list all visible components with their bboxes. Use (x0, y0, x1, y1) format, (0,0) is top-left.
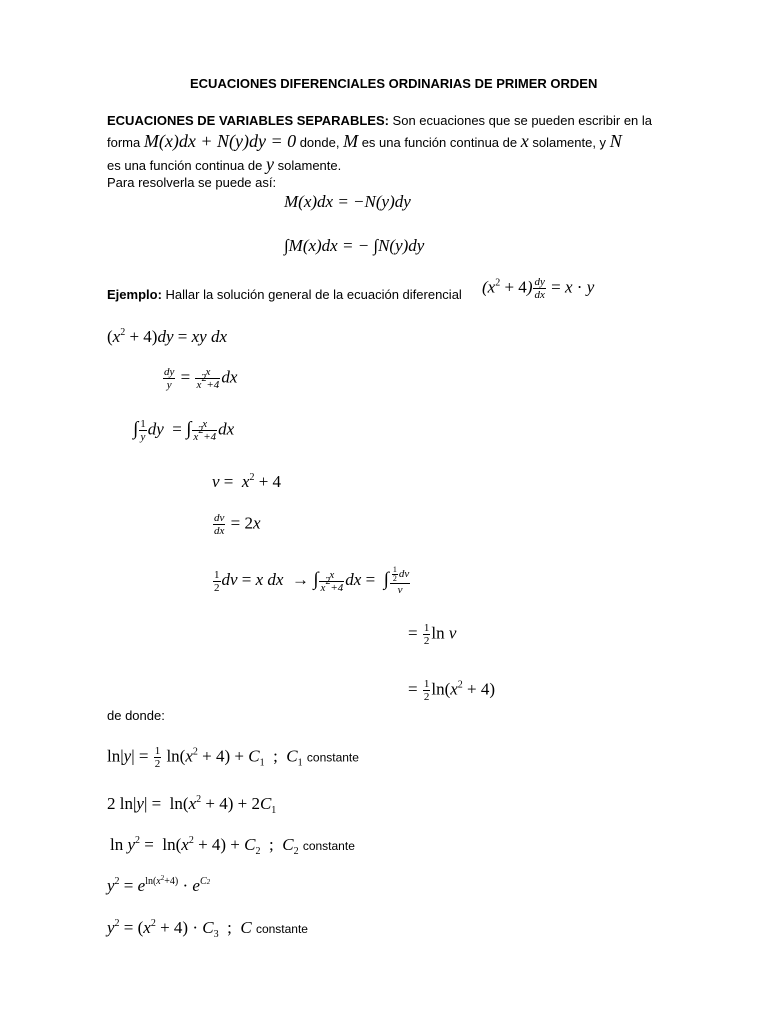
example-label: Ejemplo: (107, 287, 162, 302)
intro-line-4: Para resolverla se puede así: (107, 175, 277, 190)
step-equation-2: ∫M(x)dx = − ∫N(y)dy (284, 236, 425, 255)
constant-label-2: constante (302, 839, 355, 853)
intro-line-1 (107, 113, 652, 129)
equation-1: $(x^2 + 4)dy$ = xy dx (107, 327, 227, 346)
example-text: Hallar la solución general de la ecuación diferencial (161, 287, 462, 302)
equation-4: $v = x^2 + 4$ (212, 472, 282, 491)
example-equation: $(x^2 + 4)$ $\frac{dy}{dx}$ = x · y (482, 276, 595, 301)
word-donde: donde, (296, 135, 340, 150)
equation-7: = $\frac{1}{2}$ ln v (408, 622, 457, 647)
page-title: ECUACIONES DIFERENCIALES ORDINARIAS DE PRIMER ORDEN (190, 76, 598, 91)
main-equation: M(x)dx + N(y)dy = 0 (143, 131, 297, 151)
text-continua: es una función continua de (358, 135, 518, 150)
constant-label-3: constante (255, 922, 308, 936)
symbol-N: N (609, 131, 622, 151)
text-line3b: solamente. (274, 158, 342, 173)
equation-10: 2 $\ln|y| = \ln(x^2 + 4) + 2C_1$ (107, 794, 277, 816)
intro-text-1: Son ecuaciones que se pueden escribir en la (388, 113, 653, 128)
symbol-y: y (266, 154, 275, 174)
equation-2: $\frac{dy}{y}$ = $\frac{x}{x^2+4}$ dx (164, 366, 238, 391)
de-donde-label: de donde: (107, 708, 165, 723)
constant-label-1: constante (306, 750, 359, 765)
equation-5: $\frac{dv}{dx}$ = 2x (214, 512, 261, 537)
equation-11: $\ln y^2 = \ln(x^2 + 4) + C_2$ ; $C_2$ constante (110, 835, 355, 857)
step-equation-1: M(x)dx = −N(y)dy (284, 192, 411, 211)
word-forma: forma (107, 135, 141, 150)
section-heading: ECUACIONES DE VARIABLES SEPARABLES: (107, 113, 389, 128)
symbol-x: x (520, 131, 529, 151)
equation-12: $y^2 = e^{ln(x^2+4)} \cdot e^{C2}$ (107, 874, 211, 895)
text-line3a: es una función continua de (107, 158, 263, 173)
symbol-M: M (343, 131, 359, 151)
text-solamente: solamente, y (528, 135, 607, 150)
intro-line-2 (107, 133, 622, 151)
equation-13: $y^2 = (x^2 + 4) \cdot C_3$ ; C constante (107, 918, 308, 940)
intro-line-3 (107, 156, 341, 174)
equation-9: ln|y| = $\frac{1}{2}$ $\ln(x^2 + 4) + C_1$ ; $C_1$ constante (107, 745, 359, 770)
equation-3: ∫ $\frac{1}{y}$ dy = ∫ $\frac{x}{x^2+4}$ dx (133, 418, 235, 443)
equation-8: = $\frac{1}{2}$ $\ln(x^2 + 4)$ (408, 678, 496, 703)
equation-6: $\frac{1}{2}$ dv = x dx → ∫ $\frac{x}{x^2+4}$ dx = ∫ $\frac{1}{2}$ dv v (214, 565, 410, 596)
example-line (107, 287, 462, 303)
